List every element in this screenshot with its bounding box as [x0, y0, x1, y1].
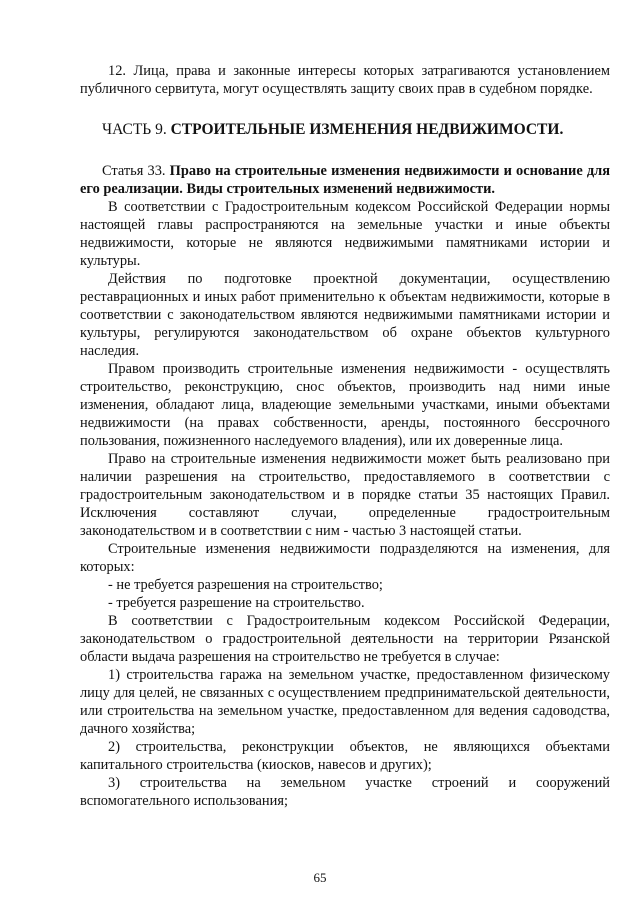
article-heading: [80, 162, 610, 198]
document-page: [80, 62, 610, 810]
body-paragraph-1: В соответствии с Градостроительным кодексом Российской Федерации нормы настоящей главы распространяются на земельные участки и иные объекты недвижимости, которые не являются недвижимыми памятниками истории и культуры.: [80, 199, 610, 269]
chapter-title: СТРОИТЕЛЬНЫЕ ИЗМЕНЕНИЯ НЕДВИЖИМОСТИ.: [170, 121, 564, 138]
page-number: 65: [313, 870, 327, 885]
numbered-item-3: 3) строительства на земельном участке строений и сооружений вспомогательного использования;: [80, 775, 610, 809]
article-prefix: Статья 33.: [102, 163, 170, 179]
intro-paragraph: 12. Лица, права и законные интересы которых затрагиваются установлением публичного сервитута, могут осуществлять защиту своих прав в судебном порядке.: [80, 63, 610, 97]
article-title: Право на строительные изменения недвижимости и основание для его реализации. Виды строительных изменений недвижимости.: [80, 163, 611, 197]
dash-list-item-1: - не требуется разрешения на строительство;: [108, 577, 383, 593]
chapter-heading: [80, 120, 610, 140]
closing-paragraph: В соответствии с Градостроительным кодексом Российской Федерации, законодательством о градостроительной деятельности на территории Рязанской области выдача разрешения на строительство не требуется в случае:: [80, 613, 610, 665]
numbered-item-2: 2) строительства, реконструкции объектов, не являющихся объектами капитального строительства (киосков, навесов и других);: [80, 739, 610, 773]
body-paragraph-3: Правом производить строительные изменения недвижимости - осуществлять строительство, реконструкцию, снос объектов, производить над ними иные изменения, обладают лица, владеющие земельными участками, иными объектами недвижимости (на правах собственности, аренды, постоянного бессрочного пользования, пожизненного наследуемого владения), или их доверенные лица.: [80, 361, 610, 449]
body-paragraph-5: Строительные изменения недвижимости подразделяются на изменения, для которых:: [80, 541, 610, 575]
numbered-item-1: 1) строительства гаража на земельном участке, предоставленном физическому лицу для целей, не связанных с осуществлением предпринимательской деятельности, или строительства на земельном участке, предоставленном для ведения садоводства, дачного хозяйства;: [80, 667, 610, 737]
body-paragraph-2: Действия по подготовке проектной документации, осуществлению реставрационных и иных работ применительно к объектам недвижимости, которые в соответствии с законодательством являются недвижимыми памятниками истории и культуры, регулируются законодательством об охране объектов культурного наследия.: [80, 271, 610, 359]
dash-list-item-2: - требуется разрешение на строительство.: [108, 595, 365, 611]
body-paragraph-4: Право на строительные изменения недвижимости может быть реализовано при наличии разрешения на строительство, предоставляемого в соответствии с градостроительным законодательством и в порядке статьи 35 настоящих Правил. Исключения составляют случаи, определенные градостроительным законодательством и в соответствии с ним - частью 3 настоящей статьи.: [80, 451, 610, 539]
chapter-prefix: ЧАСТЬ 9.: [102, 121, 171, 138]
